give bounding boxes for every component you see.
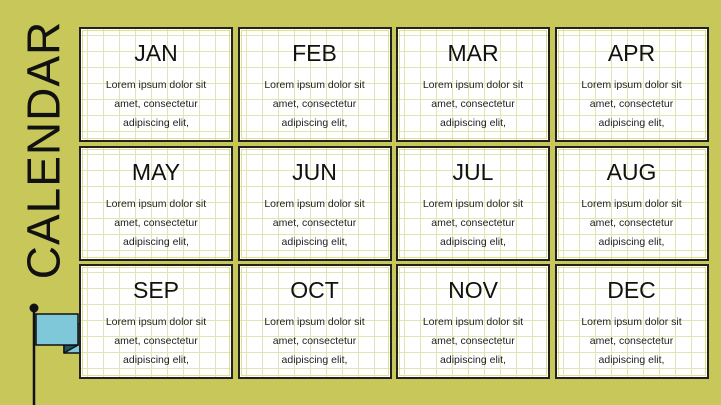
month-description: Lorem ipsum dolor sit amet, consectetur adipiscing elit, [422,79,524,129]
month-name: JAN [134,40,178,66]
month-card-may [79,146,233,261]
month-description: Lorem ipsum dolor sit amet, consectetur adipiscing elit, [422,197,524,248]
month-name: DEC [607,277,656,303]
month-card-feb [238,27,392,142]
month-description: Lorem ipsum dolor sit amet, consectetur adipiscing elit, [581,316,682,366]
month-description: Lorem ipsum dolor sit amet, consectetur adipiscing elit, [264,197,365,248]
month-card-nov [396,264,550,379]
month-description: Lorem ipsum dolor sit amet, consectetur adipiscing elit, [581,79,682,129]
month-grid [79,27,712,379]
month-card-jan [79,27,233,142]
month-description: Lorem ipsum dolor sit amet, consectetur adipiscing elit, [581,197,682,248]
month-description: Lorem ipsum dolor sit amet, consectetur adipiscing elit, [105,316,207,366]
month-card-jun [238,146,392,261]
month-card-dec [555,264,709,379]
month-name: MAR [447,40,499,66]
month-name: FEB [292,40,337,66]
month-card-sep [79,264,233,379]
month-description: Lorem ipsum dolor sit amet, consectetur adipiscing elit, [264,316,365,366]
month-name: APR [607,40,656,66]
month-description: Lorem ipsum dolor sit amet, consectetur adipiscing elit, [422,316,524,366]
month-name: JUL [452,158,494,185]
month-card-jul [396,146,550,261]
calendar-title-container [17,20,70,280]
month-name: JUN [292,158,337,185]
month-card-aug [555,146,709,261]
month-description: Lorem ipsum dolor sit amet, consectetur adipiscing elit, [105,79,207,129]
month-name: AUG [606,158,657,185]
month-card-mar [396,27,550,142]
month-card-apr [555,27,709,142]
month-name: SEP [132,277,180,303]
month-name: NOV [448,277,498,303]
month-description: Lorem ipsum dolor sit amet, consectetur adipiscing elit, [264,79,365,129]
month-name: OCT [290,277,339,303]
month-description: Lorem ipsum dolor sit amet, consectetur adipiscing elit, [105,197,207,248]
calendar-title: CALENDAR [17,20,70,280]
month-card-oct [238,264,392,379]
month-name: MAY [131,158,181,185]
